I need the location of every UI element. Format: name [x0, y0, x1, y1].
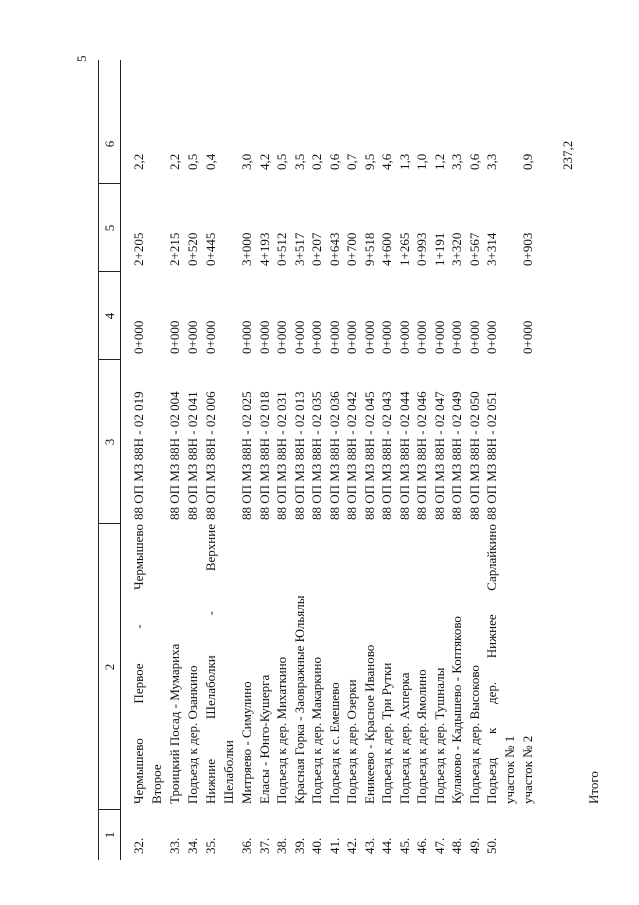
road-name-word: Нижнее: [484, 614, 499, 659]
total-label: Итого: [586, 771, 601, 804]
km-start: 0+000: [467, 320, 482, 354]
row-number: 41.: [327, 837, 342, 854]
road-name-continuation: Второе: [148, 764, 164, 804]
km-start: 0+000: [167, 320, 182, 354]
road-name: Подъезд к дер. Макаркино: [309, 657, 324, 804]
km-end: 3+517: [292, 232, 307, 266]
road-code: 88 ОП МЗ 88Н - 02 042: [344, 391, 359, 520]
road-code: 88 ОП МЗ 88Н - 02 046: [414, 391, 429, 520]
km-end: 4+193: [257, 232, 272, 266]
km-end: 0+207: [309, 232, 324, 266]
length-km: 4,6: [379, 153, 394, 170]
km-end: 9+518: [362, 232, 377, 266]
km-end: 3+320: [449, 232, 464, 266]
road-name: Подъезд к дер. Михаткино: [274, 656, 289, 804]
road-name: участок № 1: [502, 735, 517, 804]
road-code: 88 ОП МЗ 88Н - 02 051: [484, 391, 499, 520]
road-code: 88 ОП МЗ 88Н - 02 006: [203, 391, 218, 520]
table-top-border: [98, 60, 99, 860]
road-name-word: Сарлайкино: [484, 524, 499, 591]
length-km: 3,0: [239, 153, 254, 170]
km-end: 2+215: [167, 232, 182, 266]
length-km: 1,0: [414, 153, 429, 170]
road-name-word: Чермышево: [131, 738, 146, 804]
km-end: 4+600: [379, 232, 394, 266]
km-end: 3+314: [484, 232, 499, 266]
road-code: 88 ОП МЗ 88Н - 02 041: [185, 391, 200, 520]
length-km: 0,6: [467, 153, 482, 170]
row-number: 49.: [467, 837, 482, 854]
road-code: 88 ОП МЗ 88Н - 02 013: [292, 391, 307, 520]
row-number: 40.: [309, 837, 324, 854]
header-col-3: 3: [102, 438, 117, 446]
km-end: 0+520: [185, 232, 200, 266]
road-code: 88 ОП МЗ 88Н - 02 045: [362, 391, 377, 520]
length-km: 0,6: [327, 153, 342, 170]
km-end: 0+903: [520, 232, 535, 266]
row-number: 46.: [414, 837, 429, 854]
total-value: 237,2: [560, 140, 575, 170]
km-end: 3+000: [239, 232, 254, 266]
road-name-word: дер.: [484, 681, 499, 705]
road-name: Подъезд к с. Емешево: [327, 682, 342, 804]
km-start: 0+000: [327, 320, 342, 354]
header-col-1: 1: [102, 831, 117, 839]
road-name: Подъезд к дер. Ямолино: [414, 669, 429, 804]
road-code: 88 ОП МЗ 88Н - 02 019: [131, 391, 146, 520]
length-km: 3,5: [292, 153, 307, 170]
road-name-line: [130, 524, 148, 804]
road-name: Подъезд к дер. Три Рутки: [379, 662, 394, 804]
road-name-line: [483, 524, 501, 804]
road-name: Еласы - Юнго-Кушерга: [257, 674, 272, 804]
km-start: 0+000: [309, 320, 324, 354]
length-km: 9,5: [362, 153, 377, 170]
km-end: 1+265: [397, 232, 412, 266]
road-code: 88 ОП МЗ 88Н - 02 050: [467, 391, 482, 520]
road-code: 88 ОП МЗ 88Н - 02 004: [167, 391, 182, 520]
row-number: 32.: [131, 837, 146, 854]
km-end: 2+205: [131, 232, 146, 266]
row-number: 47.: [432, 837, 447, 854]
km-start: 0+000: [379, 320, 394, 354]
length-km: 3,3: [484, 153, 499, 170]
road-name-word: Шелаболки: [203, 655, 218, 720]
length-km: 0,7: [344, 153, 359, 170]
km-end: 0+643: [327, 232, 342, 266]
km-end: 0+567: [467, 232, 482, 266]
km-start: 0+000: [131, 320, 146, 354]
row-number: 50.: [484, 837, 499, 854]
road-name: Подъезд к дер. Ахперка: [397, 672, 412, 804]
header-bottom-border: [120, 60, 121, 860]
km-start: 0+000: [239, 320, 254, 354]
road-name-word: Чермышево: [131, 524, 146, 590]
road-name-word: Нижние: [203, 758, 218, 804]
road-name-word: -: [131, 624, 146, 629]
road-name: Митряево - Симулино: [239, 681, 254, 804]
km-start: 0+000: [397, 320, 412, 354]
km-end: 0+993: [414, 232, 429, 266]
row-number: 42.: [344, 837, 359, 854]
road-code: 88 ОП МЗ 88Н - 02 049: [449, 391, 464, 520]
km-start: 0+000: [414, 320, 429, 354]
road-code: 88 ОП МЗ 88Н - 02 031: [274, 391, 289, 520]
row-number: 36.: [239, 837, 254, 854]
row-number: 44.: [379, 837, 394, 854]
road-name-word: Первое: [131, 663, 146, 704]
row-number: 48.: [449, 837, 464, 854]
road-name: [202, 524, 237, 804]
road-name: Подъезд к дер. Тушналы: [432, 667, 447, 804]
road-name: Троицкий Посад - Мумариха: [167, 643, 182, 804]
road-name: [130, 524, 165, 804]
km-start: 0+000: [203, 320, 218, 354]
header-col-4: 4: [102, 312, 117, 320]
page-number: 5: [74, 55, 89, 62]
road-code: 88 ОП МЗ 88Н - 02 036: [327, 391, 342, 520]
length-km: 0,2: [309, 153, 324, 170]
km-start: 0+000: [362, 320, 377, 354]
row-number: 43.: [362, 837, 377, 854]
road-code: 88 ОП МЗ 88Н - 02 043: [379, 391, 394, 520]
road-name-word: к: [484, 727, 499, 735]
road-name: Красная Горка - Заовражные Юльялы: [292, 595, 307, 804]
length-km: 0,4: [203, 153, 218, 170]
road-name: Кулаково - Кадышево - Коптяково: [449, 616, 464, 804]
row-number: 37.: [257, 837, 272, 854]
road-name: Подъезд к дер. Высоково: [467, 665, 482, 804]
length-km: 0,5: [185, 153, 200, 170]
length-km: 1,3: [397, 153, 412, 170]
km-start: 0+000: [484, 320, 499, 354]
road-code: 88 ОП МЗ 88Н - 02 018: [257, 391, 272, 520]
length-km: 3,3: [449, 153, 464, 170]
km-start: 0+000: [344, 320, 359, 354]
km-start: 0+000: [292, 320, 307, 354]
road-name-continuation: Шелаболки: [220, 740, 236, 804]
length-km: 0,5: [274, 153, 289, 170]
road-name-line: [202, 524, 220, 804]
road-code: 88 ОП МЗ 88Н - 02 044: [397, 391, 412, 520]
road-name: участок № 2: [520, 735, 535, 804]
length-km: 2,2: [131, 153, 146, 170]
header-col-5: 5: [102, 224, 117, 232]
road-name: Еникеево - Красное Иваново: [362, 644, 377, 804]
row-number: 35.: [203, 837, 218, 854]
road-code: 88 ОП МЗ 88Н - 02 035: [309, 391, 324, 520]
length-km: 4,2: [257, 153, 272, 170]
km-end: 1+191: [432, 232, 447, 266]
row-number: 33.: [167, 837, 182, 854]
length-km: 0,9: [520, 153, 535, 170]
road-name-word: Подъезд: [484, 757, 499, 804]
road-code: 88 ОП МЗ 88Н - 02 047: [432, 391, 447, 520]
road-code: 88 ОП МЗ 88Н - 02 025: [239, 391, 254, 520]
header-col-2: 2: [102, 663, 117, 671]
km-start: 0+000: [520, 320, 535, 354]
km-start: 0+000: [257, 320, 272, 354]
road-name: Подъезд к дер. Озанкино: [185, 665, 200, 804]
road-name: Подъезд к дер. Озерки: [344, 679, 359, 804]
km-end: 0+700: [344, 232, 359, 266]
road-table: [98, 60, 638, 860]
header-col-6: 6: [102, 140, 117, 148]
km-start: 0+000: [449, 320, 464, 354]
km-end: 0+512: [274, 232, 289, 266]
row-number: 39.: [292, 837, 307, 854]
km-start: 0+000: [185, 320, 200, 354]
km-start: 0+000: [432, 320, 447, 354]
km-end: 0+445: [203, 232, 218, 266]
km-start: 0+000: [274, 320, 289, 354]
row-number: 34.: [185, 837, 200, 854]
road-name: [483, 524, 501, 804]
row-number: 45.: [397, 837, 412, 854]
road-name-word: -: [203, 611, 218, 616]
length-km: 1,2: [432, 153, 447, 170]
road-name-word: Верхние: [203, 524, 218, 572]
length-km: 2,2: [167, 153, 182, 170]
row-number: 38.: [274, 837, 289, 854]
